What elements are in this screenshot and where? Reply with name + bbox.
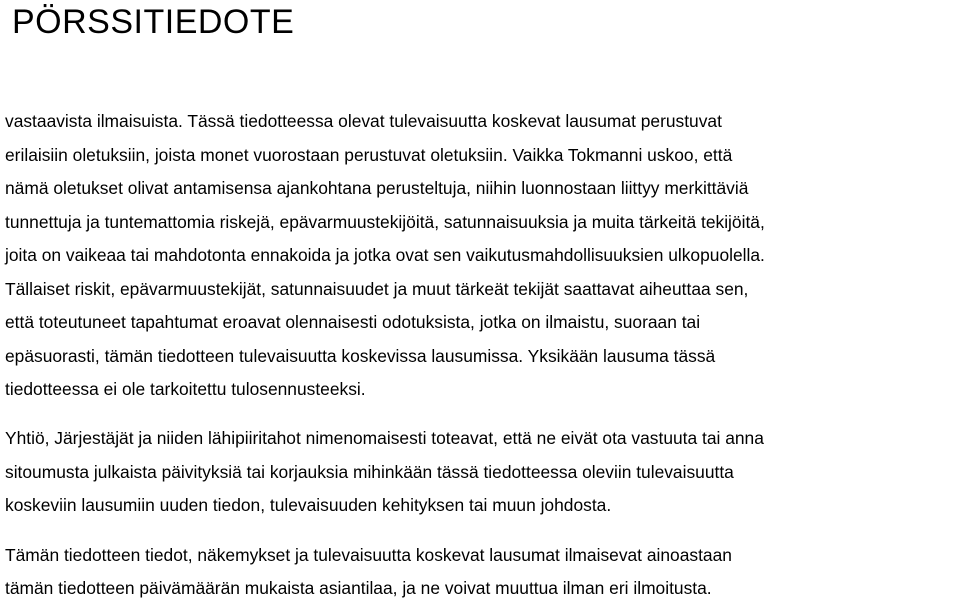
text-line: tunnettuja ja tuntemattomia riskejä, epävarmuustekijöitä, satunnaisuuksia ja muita tärkeitä tekijöitä, (5, 212, 765, 232)
text-line: Tämän tiedotteen tiedot, näkemykset ja tulevaisuutta koskevat lausumat ilmaisevat ainoastaan (5, 545, 732, 565)
text-line: epäsuorasti, tämän tiedotteen tulevaisuutta koskevissa lausumissa. Yksikään lausuma tässä (5, 346, 716, 366)
text-line: joita on vaikeaa tai mahdotonta ennakoida ja jotka ovat sen vaikutusmahdollisuuksien ulkopuolella. (5, 245, 765, 265)
text-line: sitoumusta julkaista päivityksiä tai korjauksia mihinkään tässä tiedotteessa oleviin tulevaisuutta (5, 462, 734, 482)
text-line: Tällaiset riskit, epävarmuustekijät, satunnaisuudet ja muut tärkeät tekijät saattavat aiheuttaa sen, (5, 279, 749, 299)
text-line: Yhtiö, Järjestäjät ja niiden lähipiiritahot nimenomaisesti toteavat, että ne eivät ota vastuuta tai anna (5, 428, 764, 448)
text-line: että toteutuneet tapahtumat eroavat olennaisesti odotuksista, jotka on ilmaistu, suoraan tai (5, 312, 701, 332)
text-line: erilaisiin oletuksiin, joista monet vuorostaan perustuvat oletuksiin. Vaikka Tokmanni uskoo, että (5, 145, 733, 165)
text-line: nämä oletukset olivat antamisensa ajankohtana perusteltuja, niihin luonnostaan liittyy merkittäviä (5, 178, 749, 198)
text-line: tiedotteessa ei ole tarkoitettu tulosennusteeksi. (5, 379, 366, 399)
page-title: PÖRSSITIEDOTE (12, 3, 295, 41)
text-line: vastaavista ilmaisuista. Tässä tiedotteessa olevat tulevaisuutta koskevat lausumat perustuvat (5, 111, 722, 131)
text-line: tämän tiedotteen päivämäärän mukaista asiantilaa, ja ne voivat muuttua ilman eri ilmoitusta. (5, 578, 712, 598)
text-line: koskeviin lausumiin uuden tiedon, tulevaisuuden kehityksen tai muun johdosta. (5, 495, 612, 515)
